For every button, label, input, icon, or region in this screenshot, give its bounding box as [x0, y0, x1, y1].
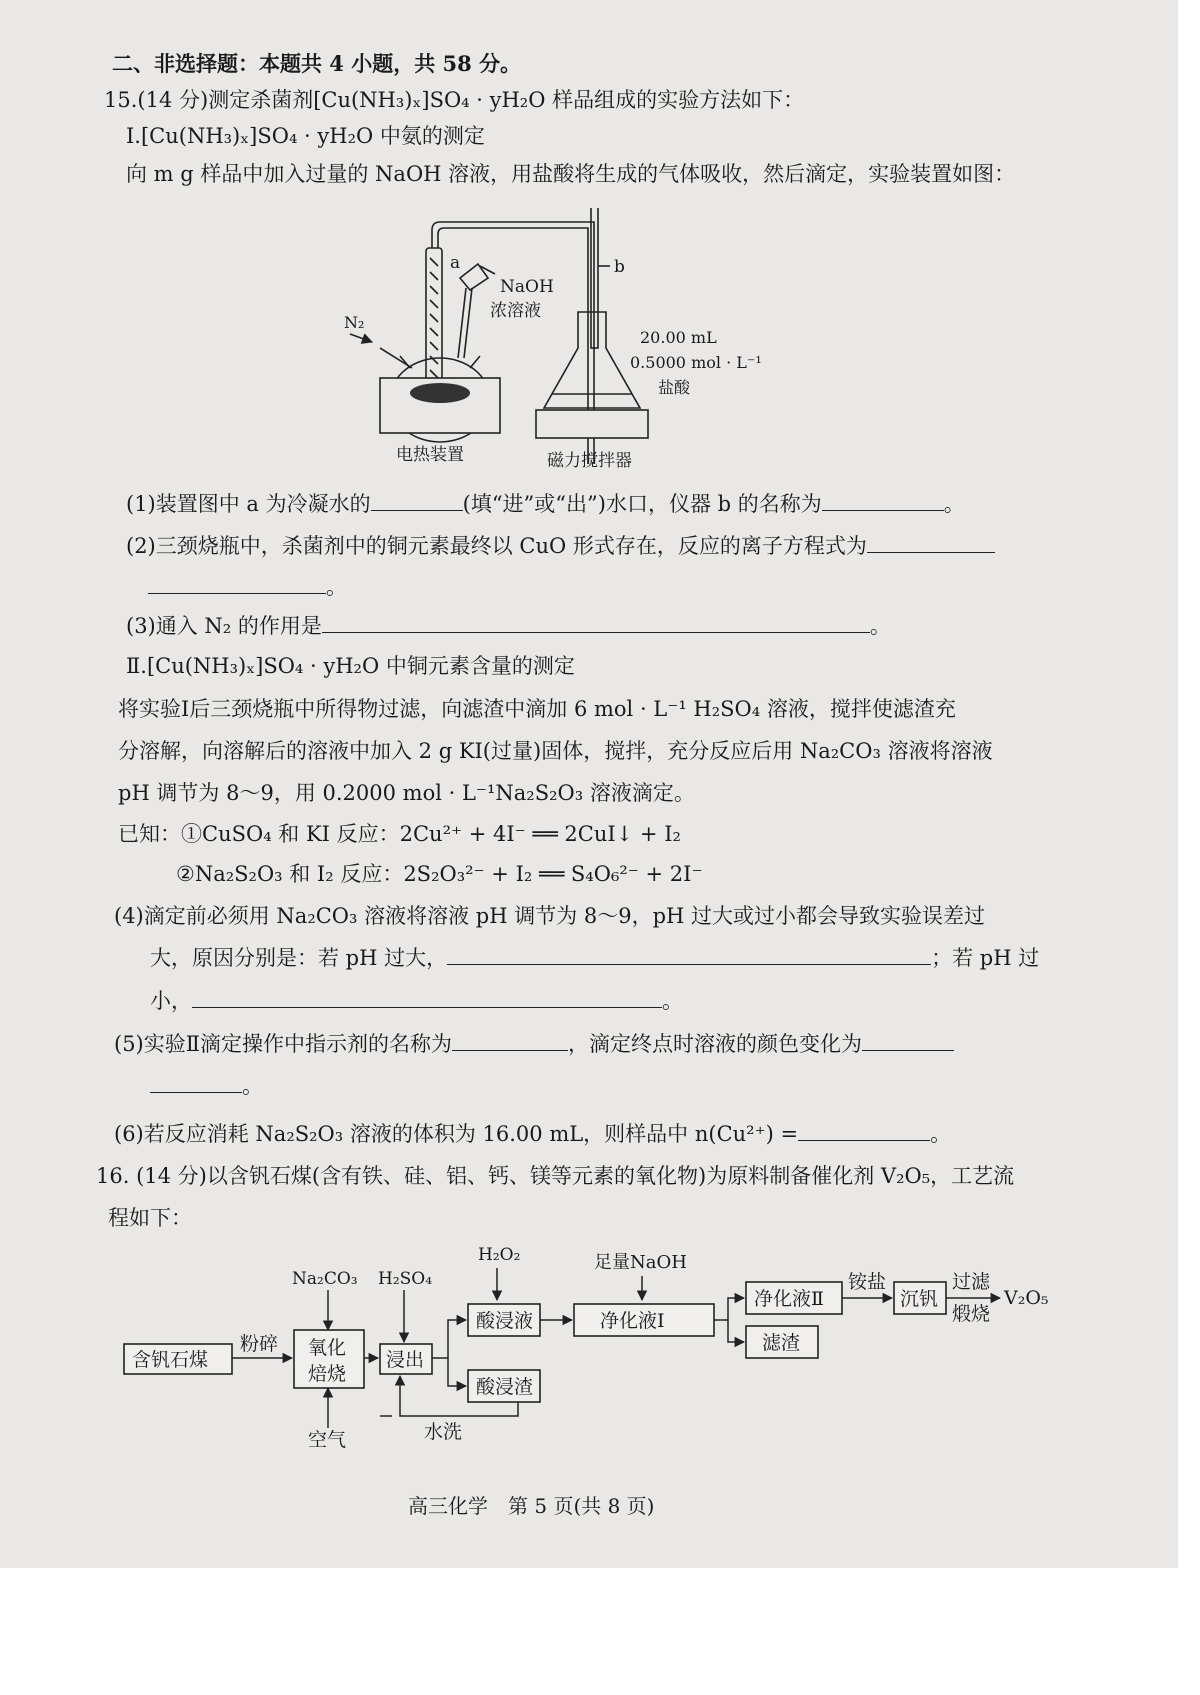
q2-end: 。 — [326, 575, 347, 599]
q4-end: 。 — [662, 989, 683, 1013]
label-hcl: 盐酸 — [658, 378, 691, 397]
q1-text-a: (1)装置图中 a 为冷凝水的 — [126, 492, 371, 516]
label-air: 空气 — [308, 1429, 347, 1448]
label-crush: 粉碎 — [240, 1333, 279, 1355]
label-purified-2: 净化液Ⅱ — [754, 1288, 824, 1310]
label-naoh-excess: 足量NaOH — [594, 1252, 687, 1273]
q6-text: (6)若反应消耗 Na₂S₂O₃ 溶液的体积为 16.00 mL，则样品中 n(Cu²⁺) = — [114, 1122, 799, 1146]
label-naoh-conc: 浓溶液 — [490, 301, 541, 321]
label-acid-conc: 0.5000 mol · L⁻¹ — [630, 353, 762, 372]
q16-line2: 程如下： — [108, 1206, 192, 1230]
label-na2co3: Na₂CO₃ — [292, 1269, 358, 1289]
label-v2o5: V₂O₅ — [1004, 1287, 1049, 1309]
q1-end: 。 — [943, 492, 965, 516]
q15-part2-line1: 将实验Ⅰ后三颈烧瓶中所得物过滤，向滤渣中滴加 6 mol · L⁻¹ H₂SO₄ 溶液，搅拌使滤渣充 — [118, 697, 956, 721]
q15-stem-text: 测定杀菌剂[Cu(NH₃)ₓ]SO₄ · yH₂O 样品组成的实验方法如下： — [208, 88, 805, 112]
label-raw-coal: 含钒石煤 — [132, 1349, 209, 1371]
label-h2o2: H₂O₂ — [478, 1245, 521, 1265]
page-footer: 高三化学 第 5 页(共 8 页) — [408, 1494, 655, 1518]
q15-known1: 已知：①CuSO₄ 和 KI 反应：2Cu²⁺ + 4I⁻ ══ 2CuI↓ + I₂ — [118, 822, 681, 846]
label-stirrer: 磁力搅拌器 — [547, 451, 632, 471]
q3-end: 。 — [869, 614, 891, 638]
q5-blank-indicator[interactable] — [452, 1030, 568, 1051]
q15-q1 — [126, 490, 965, 518]
q15-q2-cont — [148, 573, 347, 601]
q2-text: (2)三颈烧瓶中，杀菌剂中的铜元素最终以 CuO 形式存在，反应的离子方程式为 — [126, 534, 867, 558]
q15-q4-line1: (4)滴定前必须用 Na₂CO₃ 溶液将溶液 pH 调节为 8～9，pH 过大或过小都会导致实验误差过 — [114, 904, 986, 928]
q16-line1: 16. (14 分)以含钒石煤(含有铁、硅、铝、钙、镁等元素的氧化物)为原料制备催化剂 V₂O₅，工艺流 — [96, 1164, 1015, 1188]
q4-text-c: 小， — [150, 989, 192, 1013]
q15-q6 — [114, 1120, 951, 1148]
label-naoh: NaOH — [500, 277, 554, 297]
label-acid-volume: 20.00 mL — [640, 328, 717, 347]
q15-q4-line3 — [150, 987, 683, 1015]
q1-blank-inlet[interactable] — [371, 490, 463, 511]
q15-known2: ②Na₂S₂O₃ 和 I₂ 反应：2S₂O₃²⁻ + I₂ ══ S₄O₆²⁻ + 2I⁻ — [176, 862, 703, 886]
label-roast: 焙烧 — [308, 1363, 347, 1385]
label-heater: 电热装置 — [396, 445, 464, 465]
q15-part1-text: 向 m g 样品中加入过量的 NaOH 溶液，用盐酸将生成的气体吸收，然后滴定，实验装置如图： — [126, 162, 1016, 186]
q15-number: 15. — [104, 88, 138, 112]
q6-end: 。 — [930, 1122, 952, 1146]
label-acid-leachate: 酸浸液 — [476, 1310, 534, 1332]
q5-end: 。 — [242, 1074, 263, 1098]
q15-part2-line2: 分溶解，向溶解后的溶液中加入 2 g KI(过量)固体，搅拌，充分反应后用 Na₂CO₃ 溶液将溶液 — [118, 739, 993, 763]
q15-part1-title: Ⅰ.[Cu(NH₃)ₓ]SO₄ · yH₂O 中氨的测定 — [126, 124, 485, 148]
q2-blank-b[interactable] — [148, 573, 326, 594]
q15-q3 — [126, 612, 891, 640]
label-calcine: 煅烧 — [952, 1303, 991, 1325]
q15-q2 — [126, 532, 995, 560]
label-acid-residue: 酸浸渣 — [476, 1376, 534, 1398]
label-filter-residue: 滤渣 — [762, 1332, 801, 1354]
q15-part2-title: Ⅱ.[Cu(NH₃)ₓ]SO₄ · yH₂O 中铜元素含量的测定 — [126, 654, 575, 678]
q4-blank-low[interactable] — [192, 987, 662, 1008]
label-ammonium: 铵盐 — [848, 1271, 887, 1293]
q15-stem — [104, 86, 804, 114]
section-header: 二、非选择题：本题共 4 小题，共 58 分。 — [112, 51, 522, 76]
q2-blank-a[interactable] — [867, 532, 995, 553]
q5-blank-color-b[interactable] — [150, 1072, 242, 1093]
label-precipitate-v: 沉钒 — [900, 1288, 939, 1310]
apparatus-diagram — [340, 208, 820, 483]
condenser — [426, 248, 442, 398]
label-oxidize: 氧化 — [308, 1337, 347, 1359]
q4-blank-high[interactable] — [447, 944, 931, 965]
label-water-wash: 水洗 — [424, 1421, 463, 1443]
label-a: a — [450, 253, 461, 273]
label-n2: N₂ — [344, 313, 365, 332]
label-filter: 过滤 — [952, 1271, 991, 1293]
q3-text: (3)通入 N₂ 的作用是 — [126, 614, 322, 638]
q4-text-b: ；若 pH 过 — [931, 946, 1040, 970]
q5-text-a: (5)实验Ⅱ滴定操作中指示剂的名称为 — [114, 1032, 453, 1056]
q15-q4-line2 — [150, 944, 1039, 972]
q15-q5-cont — [150, 1072, 263, 1100]
label-leach: 浸出 — [386, 1349, 425, 1371]
q6-blank[interactable] — [798, 1120, 930, 1141]
q3-blank[interactable] — [322, 612, 870, 633]
label-h2so4: H₂SO₄ — [378, 1269, 433, 1289]
q4-text-a: 大，原因分别是：若 pH 过大， — [150, 946, 448, 970]
q15-points: (14 分) — [137, 88, 209, 112]
q1-text-b: (填“进”或“出”)水口，仪器 b 的名称为 — [462, 492, 822, 516]
n2-inlet-tube — [380, 348, 412, 368]
label-b: b — [614, 257, 625, 277]
q15-part2-line3: pH 调节为 8～9，用 0.2000 mol · L⁻¹Na₂S₂O₃ 溶液滴定。 — [118, 781, 695, 805]
stirrer-box — [536, 410, 648, 438]
process-flow-diagram — [120, 1238, 1060, 1448]
q1-blank-name[interactable] — [822, 490, 944, 511]
q5-text-b: ，滴定终点时溶液的颜色变化为 — [568, 1032, 863, 1056]
q5-blank-color-a[interactable] — [862, 1030, 954, 1051]
label-purified-1: 净化液Ⅰ — [600, 1310, 665, 1332]
q15-q5 — [114, 1030, 954, 1058]
